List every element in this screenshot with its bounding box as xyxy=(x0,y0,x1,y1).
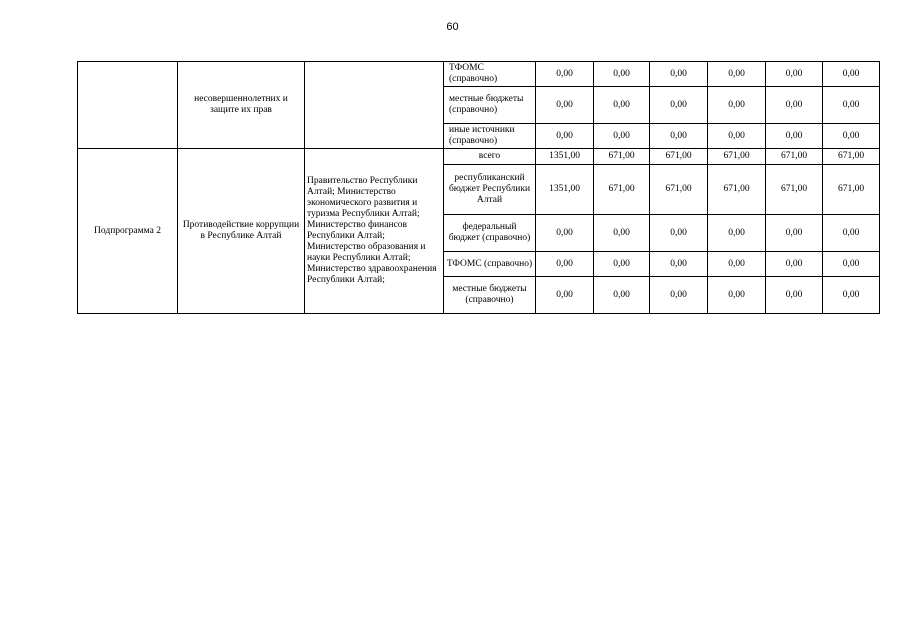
value-cell: 671,00 xyxy=(823,165,880,215)
value-cell: 0,00 xyxy=(594,277,650,314)
subprogram-cell xyxy=(78,62,178,149)
value-cell: 0,00 xyxy=(766,87,823,124)
value-cell: 0,00 xyxy=(823,62,880,87)
value-cell: 0,00 xyxy=(650,252,708,277)
value-cell: 1351,00 xyxy=(536,165,594,215)
value-cell: 671,00 xyxy=(594,149,650,165)
source-cell: ТФОМС (справочно) xyxy=(444,252,536,277)
value-cell: 0,00 xyxy=(536,124,594,149)
value-cell: 671,00 xyxy=(708,149,766,165)
value-cell: 0,00 xyxy=(708,124,766,149)
executor-cell xyxy=(305,62,444,149)
value-cell: 671,00 xyxy=(823,149,880,165)
value-cell: 671,00 xyxy=(708,165,766,215)
source-cell: местные бюджеты (справочно) xyxy=(444,277,536,314)
value-cell: 671,00 xyxy=(650,165,708,215)
value-cell: 0,00 xyxy=(594,87,650,124)
value-cell: 0,00 xyxy=(650,87,708,124)
value-cell: 0,00 xyxy=(594,215,650,252)
value-cell: 0,00 xyxy=(766,215,823,252)
value-cell: 0,00 xyxy=(708,62,766,87)
value-cell: 671,00 xyxy=(766,149,823,165)
value-cell: 0,00 xyxy=(536,252,594,277)
value-cell: 0,00 xyxy=(536,277,594,314)
source-cell: местные бюджеты (справочно) xyxy=(444,87,536,124)
value-cell: 1351,00 xyxy=(536,149,594,165)
value-cell: 0,00 xyxy=(708,87,766,124)
value-cell: 0,00 xyxy=(536,87,594,124)
value-cell: 0,00 xyxy=(766,124,823,149)
value-cell: 0,00 xyxy=(536,215,594,252)
value-cell: 0,00 xyxy=(823,124,880,149)
value-cell: 0,00 xyxy=(766,277,823,314)
value-cell: 671,00 xyxy=(766,165,823,215)
value-cell: 0,00 xyxy=(594,124,650,149)
value-cell: 0,00 xyxy=(766,252,823,277)
source-cell: всего xyxy=(444,149,536,165)
description-cell: несовершеннолетних и защите их прав xyxy=(178,62,305,149)
value-cell: 0,00 xyxy=(650,62,708,87)
value-cell: 0,00 xyxy=(823,87,880,124)
page-number: 60 xyxy=(446,21,459,33)
executor-cell: Правительство Республики Алтай; Министерство экономического развития и туризма Республики Алтай; Министерство финансов Республики Алтай; Министерство образования и науки Республики Алтай; Министерство здравоохранения Республики Алтай; xyxy=(305,149,444,314)
table-row xyxy=(78,62,880,87)
value-cell: 0,00 xyxy=(650,277,708,314)
table-row xyxy=(78,149,880,165)
value-cell: 0,00 xyxy=(708,277,766,314)
value-cell: 671,00 xyxy=(594,165,650,215)
value-cell: 0,00 xyxy=(823,277,880,314)
value-cell: 0,00 xyxy=(650,215,708,252)
value-cell: 0,00 xyxy=(766,62,823,87)
source-cell: ТФОМС (справочно) xyxy=(444,62,536,87)
description-cell: Противодействие коррупции в Республике Алтай xyxy=(178,149,305,314)
source-cell: федеральный бюджет (справочно) xyxy=(444,215,536,252)
source-cell: республиканский бюджет Республики Алтай xyxy=(444,165,536,215)
value-cell: 0,00 xyxy=(536,62,594,87)
subprogram-cell: Подпрограмма 2 xyxy=(78,149,178,314)
value-cell: 0,00 xyxy=(708,215,766,252)
value-cell: 0,00 xyxy=(594,252,650,277)
value-cell: 0,00 xyxy=(708,252,766,277)
value-cell: 671,00 xyxy=(650,149,708,165)
source-cell: иные источники (справочно) xyxy=(444,124,536,149)
value-cell: 0,00 xyxy=(594,62,650,87)
value-cell: 0,00 xyxy=(650,124,708,149)
value-cell: 0,00 xyxy=(823,252,880,277)
value-cell: 0,00 xyxy=(823,215,880,252)
budget-table xyxy=(77,61,880,314)
